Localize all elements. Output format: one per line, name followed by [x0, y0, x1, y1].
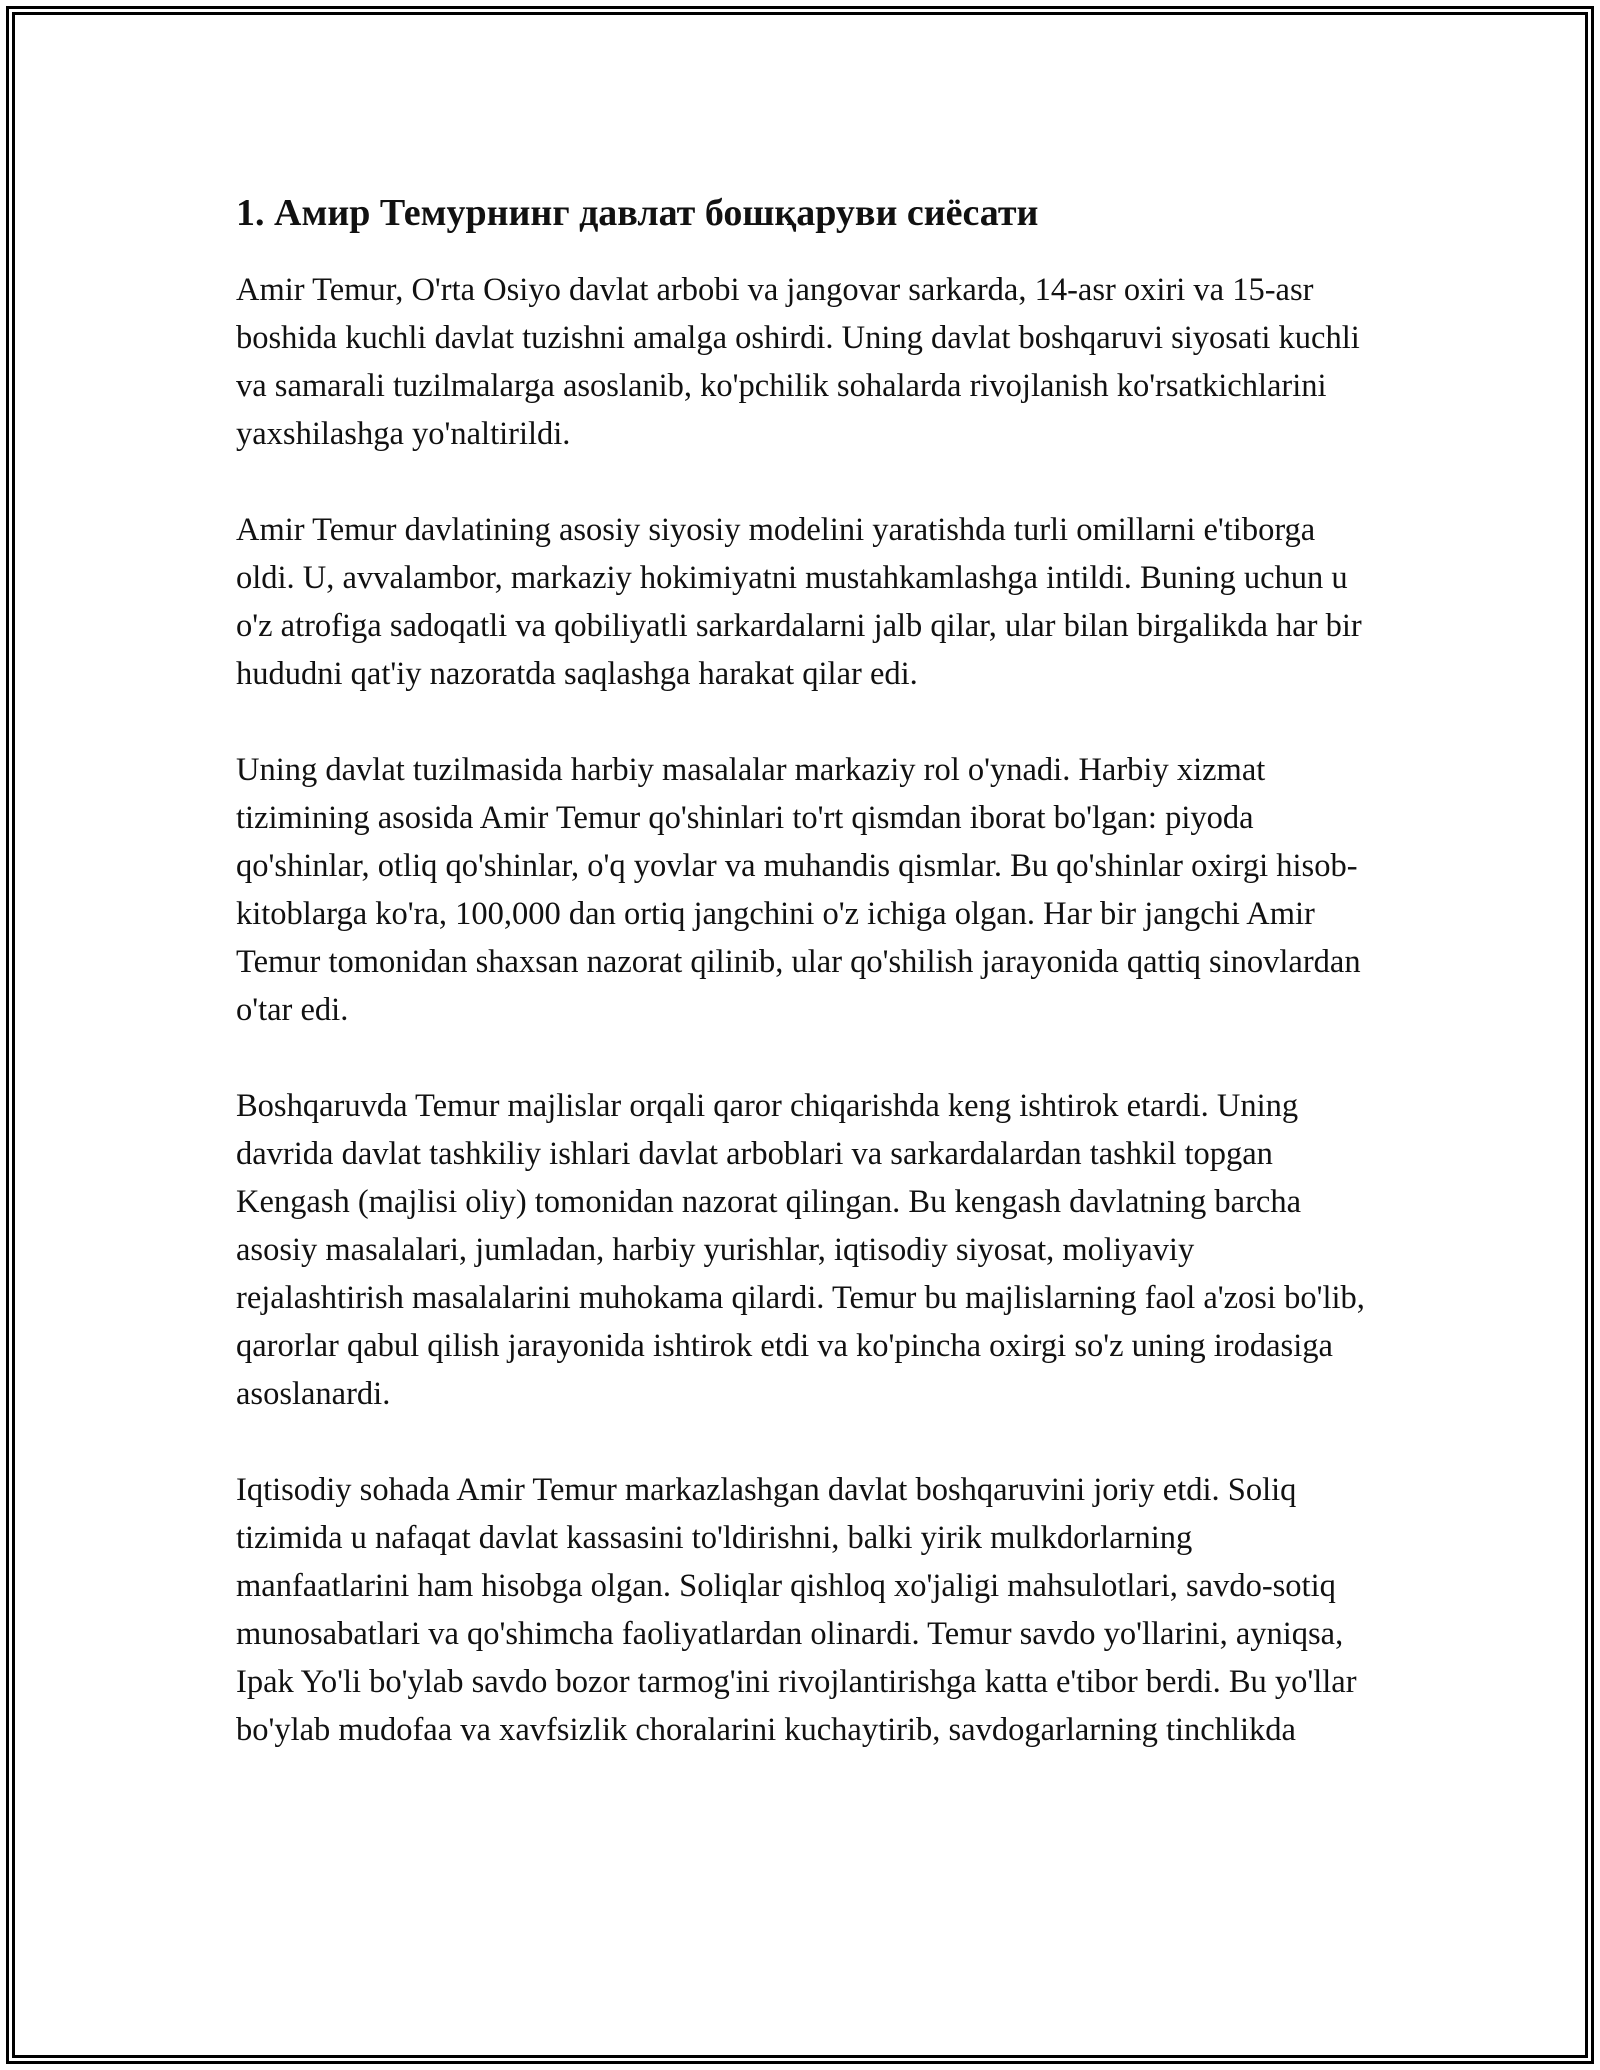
paragraph-3: Uning davlat tuzilmasida harbiy masalalar markaziy rol o'ynadi. Harbiy xizmat tizimining asosida Amir Temur qo'shinlari to'rt qismdan iborat bo'lgan: piyoda qo'shinlar, otliq qo'shinlar, o'q yovlar va muhandis qismlar. Bu qo'shinlar oxirgi hisob-kitoblarga ko'ra, 100,000 dan ortiq jangchini o'z ichiga olgan. Har bir jangchi Amir Temur tomonidan shaxsan nazorat qilinib, ular qo'shilish jarayonida qattiq sinovlardan o'tar edi. — [236, 752, 1361, 1028]
document-title: 1. Амир Темурнинг давлат бошқаруви сиёсати — [236, 192, 1039, 234]
paragraph-1: Amir Temur, O'rta Osiyo davlat arbobi va jangovar sarkarda, 14-asr oxiri va 15-asr boshida kuchli davlat tuzishni amalga oshirdi. Uning davlat boshqaruvi siyosati kuchli va samarali tuzilmalarga asoslanib, ko'pchilik sohalarda rivojlanish ko'rsatkichlarini yaxshilashga yo'naltirildi. — [236, 272, 1360, 452]
paragraph-2: Amir Temur davlatining asosiy siyosiy modelini yaratishda turli omillarni e'tiborga oldi. U, avvalambor, markaziy hokimiyatni mustahkamlashga intildi. Buning uchun u o'z atrofiga sadoqatli va qobiliyatli sarkardalarni jalb qilar, ular bilan birgalikda har bir hududni qat'iy nazoratda saqlashga harakat qilar edi. — [236, 512, 1362, 692]
paragraph-5: Iqtisodiy sohada Amir Temur markazlashgan davlat boshqaruvini joriy etdi. Soliq tizimida u nafaqat davlat kassasini to'ldirishni, balki yirik mulkdorlarning manfaatlarini ham hisobga olgan. Soliqlar qishloq xo'jaligi mahsulotlari, savdo-sotiq munosabatlari va qo'shimcha faoliyatlardan olinardi. Temur savdo yo'llarini, ayniqsa, Ipak Yo'li bo'ylab savdo bozor tarmog'ini rivojlantirishga katta e'tibor berdi. Bu yo'llar bo'ylab mudofaa va xavfsizlik choralarini kuchaytirib, savdogarlarning tinchlikda — [236, 1472, 1357, 1748]
document-body — [236, 190, 1366, 1802]
paragraph-4: Boshqaruvda Temur majlislar orqali qaror chiqarishda keng ishtirok etardi. Uning davrida davlat tashkiliy ishlari davlat arboblari va sarkardalardan tashkil topgan Kengash (majlisi oliy) tomonidan nazorat qilingan. Bu kengash davlatning barcha asosiy masalalari, jumladan, harbiy yurishlar, iqtisodiy siyosat, moliyaviy rejalashtirish masalalarini muhokama qilardi. Temur bu majlislarning faol a'zosi bo'lib, qarorlar qabul qilish jarayonida ishtirok etdi va ko'pincha oxirgi so'z uning irodasiga asoslanardi. — [236, 1088, 1365, 1412]
